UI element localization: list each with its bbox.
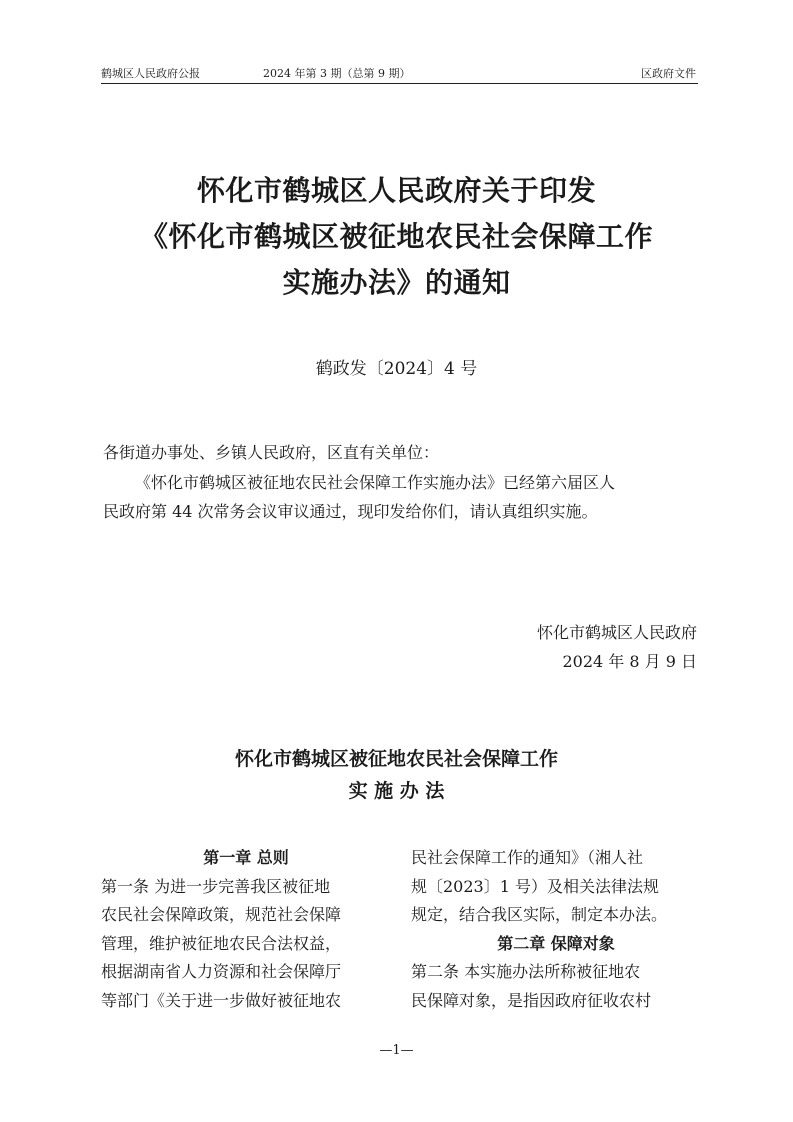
notice-title <box>0 168 793 306</box>
title-line-3: 实施办法》的通知 <box>282 266 511 299</box>
page-number: —1— <box>379 1043 414 1058</box>
notice-body-line-1: 《怀化市鹤城区被征地农民社会保障工作实施办法》已经第六届区人 <box>135 473 616 492</box>
addressee: 各街道办事处、乡镇人民政府，区直有关单位： <box>103 443 440 462</box>
text-line: 民社会保障工作的通知》（湘人社 <box>411 848 644 867</box>
left-column <box>101 844 391 1015</box>
notice-body-line-2: 民政府第 44 次常务会议审议通过，现印发给你们，请认真组织实施。 <box>103 502 598 521</box>
notice-body <box>103 468 698 526</box>
text-line: 管理，维护被征地农民合法权益， <box>101 933 342 953</box>
section-label: 区政府文件 <box>641 67 696 80</box>
measures-title-line-1: 怀化市鹤城区被征地农民社会保障工作 <box>234 748 558 770</box>
title-line-2: 《怀化市鹤城区被征地农民社会保障工作 <box>139 220 653 253</box>
text-line: 根据湖南省人力资源和社会保障厅 <box>101 962 342 981</box>
document-number: 鹤政发〔2024〕4 号 <box>315 359 478 379</box>
text-line: 第二条 本实施办法所称被征地农 <box>411 962 641 981</box>
issue-number: 2024 年第 3 期（总第 9 期） <box>263 67 411 80</box>
chapter-heading: 第一章 总则 <box>203 848 289 867</box>
right-column <box>411 844 701 1015</box>
gazette-name: 鹤城区人民政府公报 <box>101 67 200 80</box>
text-line: 民保障对象，是指因政府征收农村 <box>411 990 652 1010</box>
title-line-1: 怀化市鹤城区人民政府关于印发 <box>196 174 596 207</box>
text-line: 第一条 为进一步完善我区被征地 <box>101 876 331 896</box>
text-line: 农民社会保障政策，规范社会保障 <box>101 905 342 924</box>
signature-org: 怀化市鹤城区人民政府 <box>536 623 697 642</box>
text-line: 等部门《关于进一步做好被征地农 <box>101 990 342 1010</box>
page-header <box>101 63 698 84</box>
signature-date: 2024 年 8 月 9 日 <box>562 652 697 671</box>
chapter-heading: 第二章 保障对象 <box>497 933 615 953</box>
text-line: 规〔2023〕1 号）及相关法律法规 <box>411 876 659 896</box>
text-line: 规定，结合我区实际，制定本办法。 <box>411 905 668 924</box>
measures-title <box>0 743 793 807</box>
measures-title-line-2: 实 施 办 法 <box>348 780 445 802</box>
